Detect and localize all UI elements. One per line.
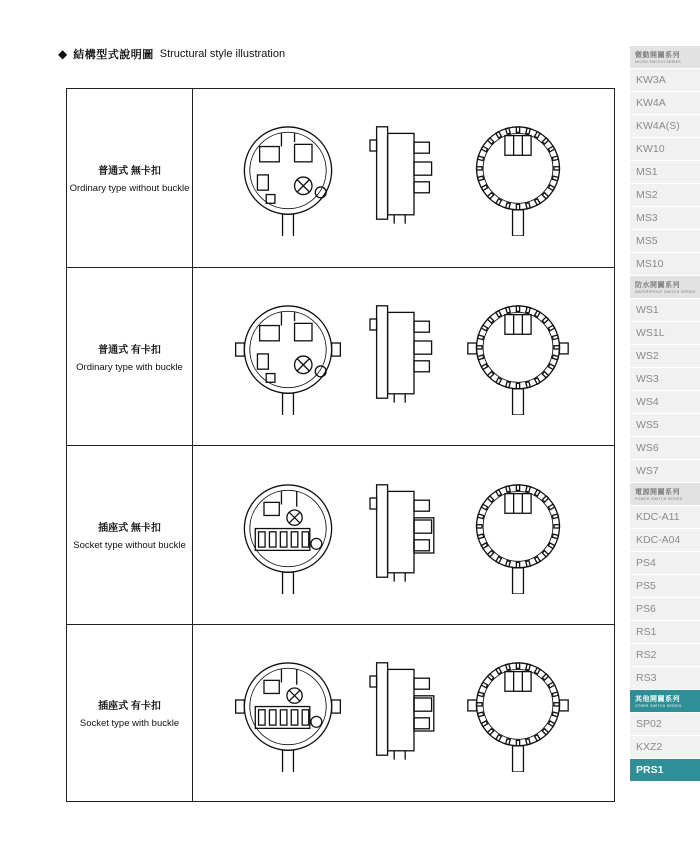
front-view-drawing <box>233 652 343 772</box>
back-view-drawing <box>463 652 573 772</box>
row-label-cn: 插座式 有卡扣 <box>98 701 161 712</box>
diamond-bullet-icon: ◆ <box>58 47 68 61</box>
structure-table <box>66 88 615 802</box>
side-view-drawing <box>363 654 443 764</box>
front-view-drawing <box>233 116 343 236</box>
table-row <box>67 624 614 801</box>
sidebar-item[interactable]: KDC-A04 <box>630 529 700 552</box>
row-label-en: Ordinary type with buckle <box>76 361 183 373</box>
sidebar-group-title-cn: 電源開關系列 <box>635 489 680 496</box>
sidebar-group-title-cn: 防水開關系列 <box>635 282 680 289</box>
table-row <box>67 445 614 624</box>
back-view-drawing <box>463 295 573 415</box>
sidebar-item[interactable]: WS1 <box>630 299 700 322</box>
sidebar-item[interactable]: KW10 <box>630 138 700 161</box>
sidebar-group-header <box>630 46 700 69</box>
sidebar-item[interactable]: PS4 <box>630 552 700 575</box>
sidebar-item[interactable]: WS4 <box>630 391 700 414</box>
sidebar-item[interactable]: RS3 <box>630 667 700 690</box>
side-view-drawing <box>363 297 443 407</box>
table-row <box>67 89 614 267</box>
sidebar-item[interactable]: KDC-A11 <box>630 506 700 529</box>
sidebar-item[interactable]: MS10 <box>630 253 700 276</box>
row-drawings <box>193 446 614 624</box>
table-row <box>67 267 614 445</box>
sidebar-group-title-en: OTHER SWITCH SERIES <box>635 704 682 708</box>
row-label-cn: 普通式 有卡扣 <box>98 344 161 356</box>
row-label-cell <box>67 446 193 624</box>
side-view-drawing <box>363 476 443 586</box>
sidebar-group-header <box>630 690 700 713</box>
sidebar-group-header <box>630 276 700 299</box>
section-header <box>58 46 285 62</box>
sidebar-item[interactable]: PRS1 <box>630 759 700 782</box>
row-drawings <box>193 268 614 445</box>
sidebar-item[interactable]: RS1 <box>630 621 700 644</box>
row-label-cell <box>67 89 193 267</box>
sidebar-group-title-cn: 其他開關系列 <box>635 696 680 703</box>
row-drawings <box>193 89 614 267</box>
row-label-en: Socket type without buckle <box>73 540 186 551</box>
row-label-cell <box>67 268 193 445</box>
sidebar-item[interactable]: MS2 <box>630 184 700 207</box>
sidebar-item[interactable]: WS1L <box>630 322 700 345</box>
sidebar-item[interactable]: SP02 <box>630 713 700 736</box>
sidebar-item[interactable]: KW4A(S) <box>630 115 700 138</box>
front-view-drawing <box>233 474 343 594</box>
section-title-cn: 結構型式說明圖 <box>73 49 154 61</box>
sidebar-group-title-en: POWER SWITCH SERIES <box>635 497 683 501</box>
row-label-cn: 插座式 無卡扣 <box>98 523 161 534</box>
sidebar-item[interactable]: PS5 <box>630 575 700 598</box>
sidebar-group-title-cn: 微動開關系列 <box>635 52 680 59</box>
sidebar-item[interactable]: KW4A <box>630 92 700 115</box>
sidebar-item[interactable]: MS5 <box>630 230 700 253</box>
sidebar-item[interactable]: KW3A <box>630 69 700 92</box>
sidebar-item[interactable]: KXZ2 <box>630 736 700 759</box>
sidebar-group-title-en: MICRO SWITCH SERIES <box>635 60 681 64</box>
side-view-drawing <box>363 118 443 228</box>
sidebar-group-header <box>630 483 700 506</box>
section-title-en: Structural style illustration <box>159 48 286 60</box>
sidebar-item[interactable]: WS2 <box>630 345 700 368</box>
back-view-drawing <box>463 474 573 594</box>
sidebar-item[interactable]: WS7 <box>630 460 700 483</box>
sidebar-item[interactable]: WS5 <box>630 414 700 437</box>
sidebar-item[interactable]: MS3 <box>630 207 700 230</box>
sidebar-item[interactable]: WS3 <box>630 368 700 391</box>
sidebar-group-title-en: WATERPROOF SWITCH SERIES <box>635 290 696 294</box>
row-label-en: Ordinary type without buckle <box>69 183 190 194</box>
row-label-en: Socket type with buckle <box>79 718 180 729</box>
product-sidebar <box>630 46 700 808</box>
row-label-cn: 普通式 無卡扣 <box>98 166 161 177</box>
sidebar-item[interactable]: MS1 <box>630 161 700 184</box>
sidebar-item[interactable]: PS6 <box>630 598 700 621</box>
sidebar-item[interactable]: RS2 <box>630 644 700 667</box>
row-drawings <box>193 625 614 801</box>
front-view-drawing <box>233 295 343 415</box>
row-label-cell <box>67 625 193 801</box>
back-view-drawing <box>463 116 573 236</box>
sidebar-item[interactable]: WS6 <box>630 437 700 460</box>
